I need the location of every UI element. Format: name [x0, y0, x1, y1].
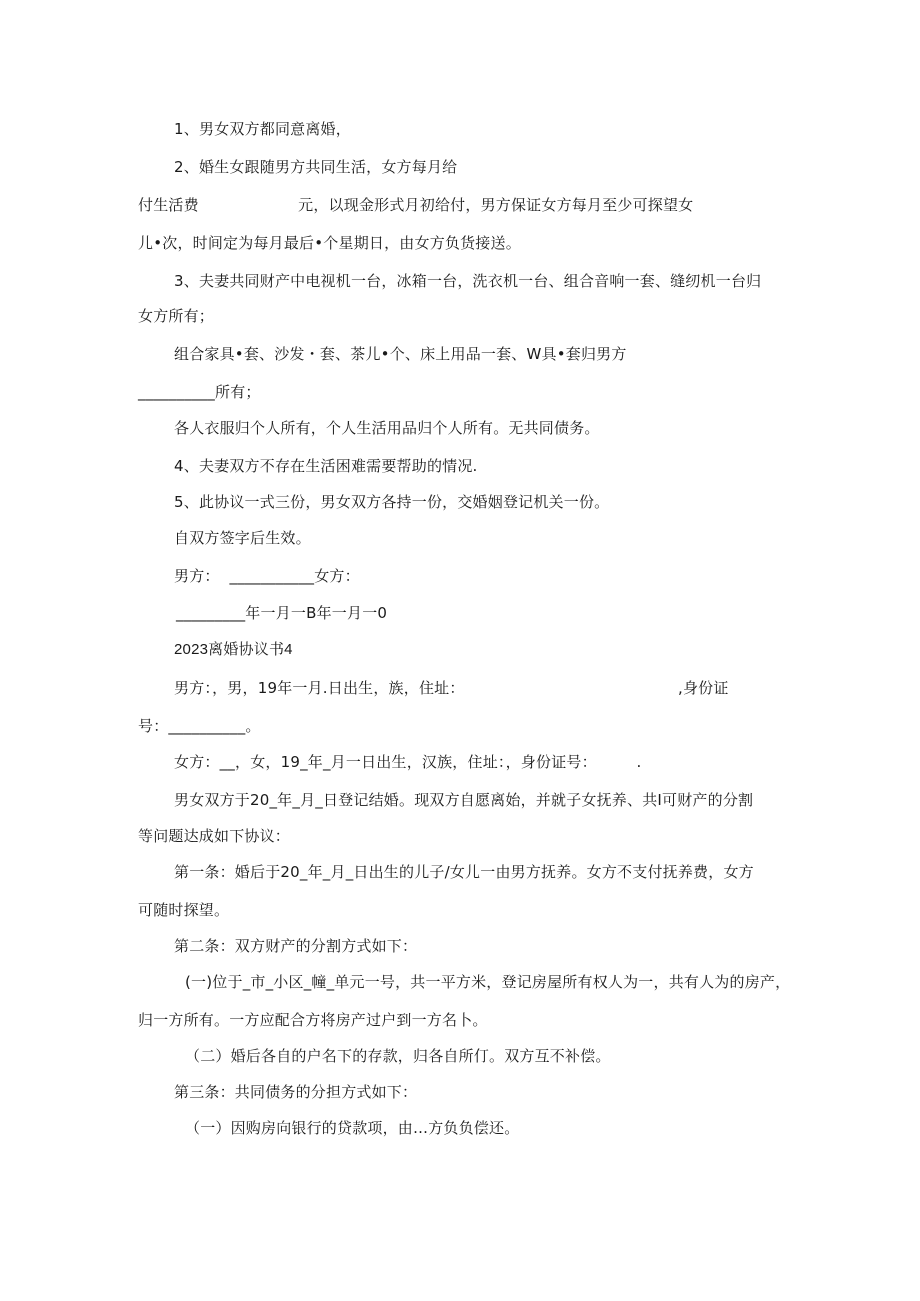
article-2-item-1-cont: 归一方所有。一方应配合方将房产过户到一方名卜。: [138, 1011, 488, 1029]
clause-5: 5、此协议一式三份，男女双方各持一份，交婚姻登记机关一份。: [174, 493, 610, 511]
clause-3-owner: __________所有；: [138, 383, 261, 401]
section-title: 2023离婚协议书4: [174, 641, 293, 658]
article-3: 第三条：共同债务的分担方式如下：: [174, 1083, 418, 1101]
clause-1: 1、男女双方都同意离婚，: [174, 120, 351, 138]
clause-2: 2、婚生女跟随男方共同生活，女方每月给: [174, 158, 458, 176]
husband-info: 男方：，男，19年一月.日出生，族，住址：: [174, 679, 465, 697]
article-2-item-1: (一)位于_市_小区_幢_单元一号，共一平方米，登记房屋所有权人为一，共有人为的房产，: [185, 973, 791, 991]
marriage-statement: 男女双方于20_年_月_日登记结婚。现双方自愿离始，并就子女抚养、共I可财产的分割: [174, 791, 754, 809]
article-3-item-1: （一）因购房向银行的贷款项，由…方负负偿还。: [185, 1119, 520, 1137]
article-2: 第二条：双方财产的分割方式如下：: [174, 937, 418, 955]
wife-info: 女方：__，女，19_年_月一日出生，汉族，住址：，身份证号： .: [174, 753, 642, 771]
article-2-item-2: （二）婚后各自的户名下的存款，归各自所仃。双方互不补偿。: [185, 1047, 611, 1065]
clause-4: 4、夫妻双方不存在生活困难需要帮助的情况.: [174, 457, 478, 475]
signature-line: 男方： ___________女方：: [174, 567, 360, 585]
marriage-statement-cont: 等问题达成如下协议：: [138, 827, 291, 845]
clause-3-furniture: 组合家具•套、沙发・套、茶儿•个、床上用品一套、W具•套归男方: [174, 345, 627, 363]
article-1: 第一条：婚后于20_年_月_日出生的儿子/女儿一由男方抚养。女方不支付抚养费，女方: [174, 863, 754, 881]
clause-2-cont-2: 儿•次，时间定为每月最后•个星期日，由女方负货接送。: [138, 234, 521, 252]
husband-id-cont: 号：__________。: [138, 717, 261, 735]
clause-3: 3、夫妻共同财产中电视机一台，冰箱一台，洗衣机一台、组合音响一套、缝纫机一台归: [174, 272, 762, 290]
clause-3-cont: 女方所有；: [138, 307, 215, 325]
date-line: _________年一月一B年一月一0: [176, 604, 388, 622]
article-1-cont: 可随时探望。: [138, 901, 230, 919]
husband-id-label: ,身份证: [678, 679, 729, 697]
clause-3-clothing: 各人衣服归个人所有，个人生活用品归个人所有。无共同债务。: [174, 419, 600, 437]
clause-2-cont-1: 付生活费 元，以现金形式月初给付，男方保证女方每月至少可探望女: [138, 196, 694, 214]
effective-note: 自双方签字后生效。: [174, 529, 311, 547]
